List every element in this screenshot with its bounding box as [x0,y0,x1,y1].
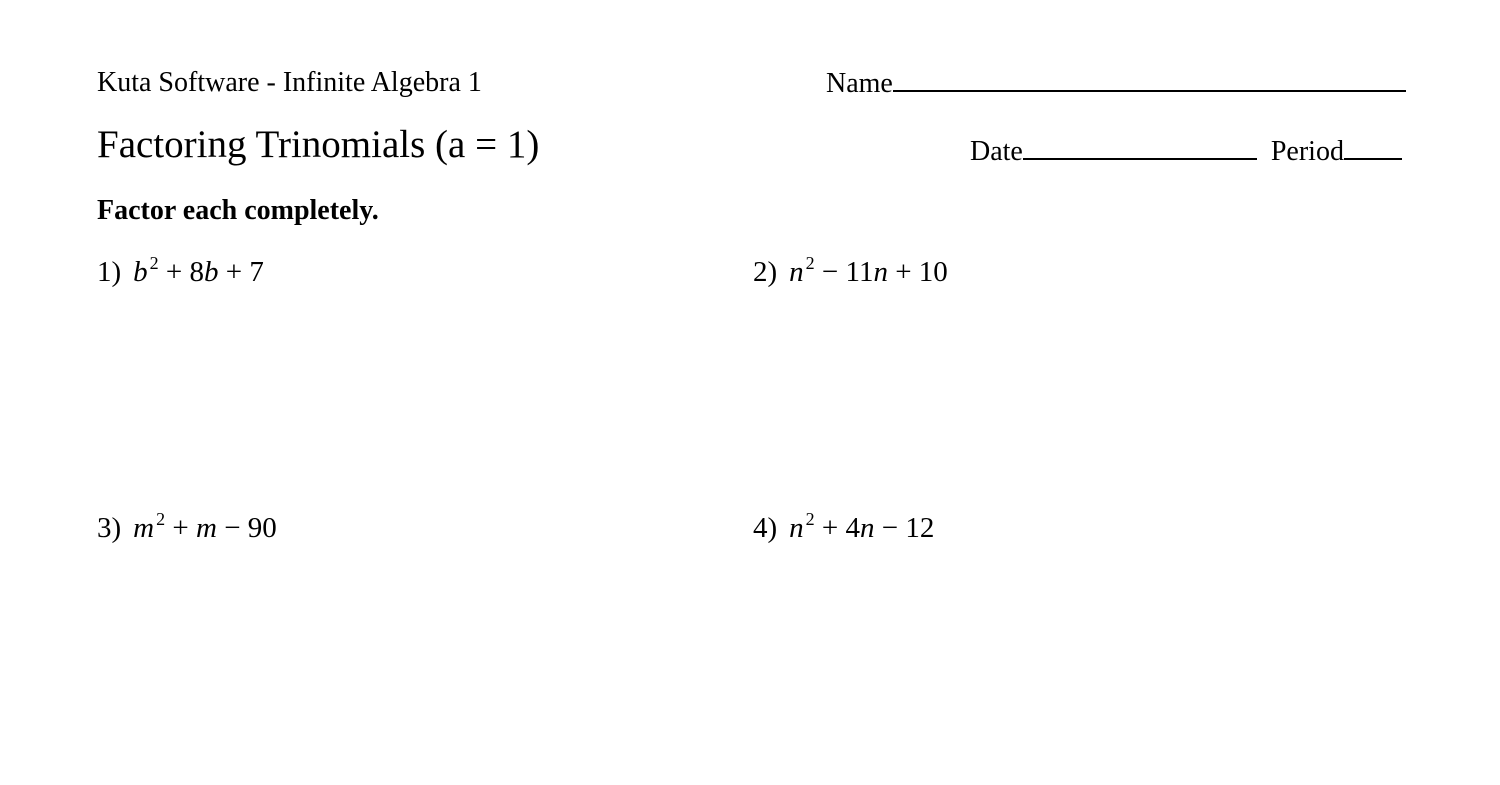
problem-1 [97,254,264,290]
date-label: Date [970,136,1023,167]
problem-number: 4) [753,512,778,544]
problem-expression: n $^2$ + 4n − 12 [789,509,935,544]
name-blank-line [893,66,1406,92]
name-label: Name [826,68,893,99]
problem-number: 3) [97,512,122,544]
period-blank-line [1344,134,1402,160]
problem-number: 2) [753,256,778,288]
instructions: Factor each completely. [97,195,379,226]
period-label: Period [1270,136,1344,167]
worksheet-source: Kuta Software - Infinite Algebra 1 [97,67,482,98]
problem-3 [97,510,277,546]
problem-2 [753,254,948,290]
problem-number: 1) [97,256,122,288]
problem-expression: m $^2$ + m − 90 [133,509,277,544]
problem-expression: b $^2$ + 8b + 7 [133,253,264,288]
date-period-field [970,134,1402,169]
date-blank-line [1023,134,1257,160]
name-field [826,66,1406,101]
problem-expression: n $^2$ − 11n + 10 [789,253,948,288]
worksheet-title: Factoring Trinomials (a = 1) [97,123,540,166]
problem-4 [753,510,934,546]
